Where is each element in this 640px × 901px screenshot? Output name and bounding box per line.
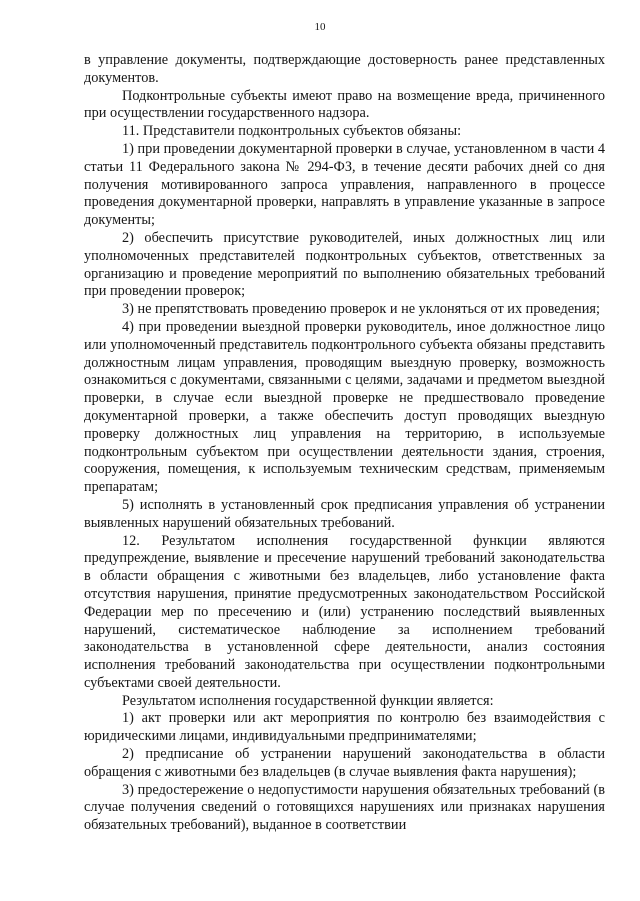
paragraph: в управление документы, подтверждающие достоверность ранее представленных документов. [84, 52, 605, 86]
list-item: 5) исполнять в установленный срок предписания управления об устранении выявленных нарушений обязательных требований. [84, 496, 605, 531]
list-item: 2) предписание об устранении нарушений законодательства в области обращения с животными без владельцев (в случае выявления факта нарушения); [84, 746, 605, 780]
paragraph: Результатом исполнения государственной функции является: [122, 692, 494, 709]
paragraph: 12. Результатом исполнения государственной функции являются предупреждение, выявление и пресечение нарушений требований законодательства в области обращения с животными без владельцев, либо установление факта отсутствия нарушения, принятие предусмотренных законодательством Российской Федерации мер по пресечению и (или) устранению последствий выявленных нарушений, систематическое наблюдение за исполнением требований законодательства в установленной сфере деятельности, анализ состояния исполнения требований законодательства при осуществлении подконтрольными субъектами своей деятельности. [84, 532, 605, 691]
section-heading: 11. Представители подконтрольных субъектов обязаны: [122, 123, 462, 140]
list-item: 2) обеспечить присутствие руководителей, иных должностных лиц или уполномоченных представителей подконтрольных субъектов, ответственных за организацию и проведение мероприятий по выполнению обязательных требований при проведении проверок; [84, 229, 605, 300]
list-item: 1) акт проверки или акт мероприятия по контролю без взаимодействия с юридическими лицами, индивидуальными предпринимателями; [84, 710, 605, 745]
list-item: 3) предостережение о недопустимости нарушения обязательных требований (в случае получения сведений о готовящихся нарушениях или признаках нарушения обязательных требований), выданное в соответствии [84, 781, 605, 834]
document-body [84, 52, 605, 835]
list-item: 4) при проведении выездной проверки руководитель, иное должностное лицо или уполномоченный представитель подконтрольного субъекта обязаны представить должностным лицам управления, проводящим выездную проверку, возможность ознакомиться с документами, связанными с целями, задачами и предметом выездной проверки, в случае если выездной проверке не предшествовало проведение документарной проверки, а также обеспечить доступ проводящих выездную проверку должностных лиц управления на территорию, в используемые подконтрольным субъектом при осуществлении деятельности здания, строения, сооружения, помещения, к используемым техническим средствам, применяемым препаратам; [84, 318, 605, 496]
list-item: 1) при проведении документарной проверки в случае, установленном в части 4 статьи 11 Федерального закона № 294-ФЗ, в течение десяти рабочих дней со дня получения мотивированного запроса управления, направленного в процессе проведения документарной проверки, направлять в управление указанные в запросе документы; [84, 140, 605, 229]
page-number: 10 [314, 21, 326, 33]
list-item: 3) не препятствовать проведению проверок и не уклоняться от их проведения; [122, 301, 600, 318]
paragraph: Подконтрольные субъекты имеют право на возмещение вреда, причиненного при осуществлении государственного надзора. [84, 87, 605, 122]
